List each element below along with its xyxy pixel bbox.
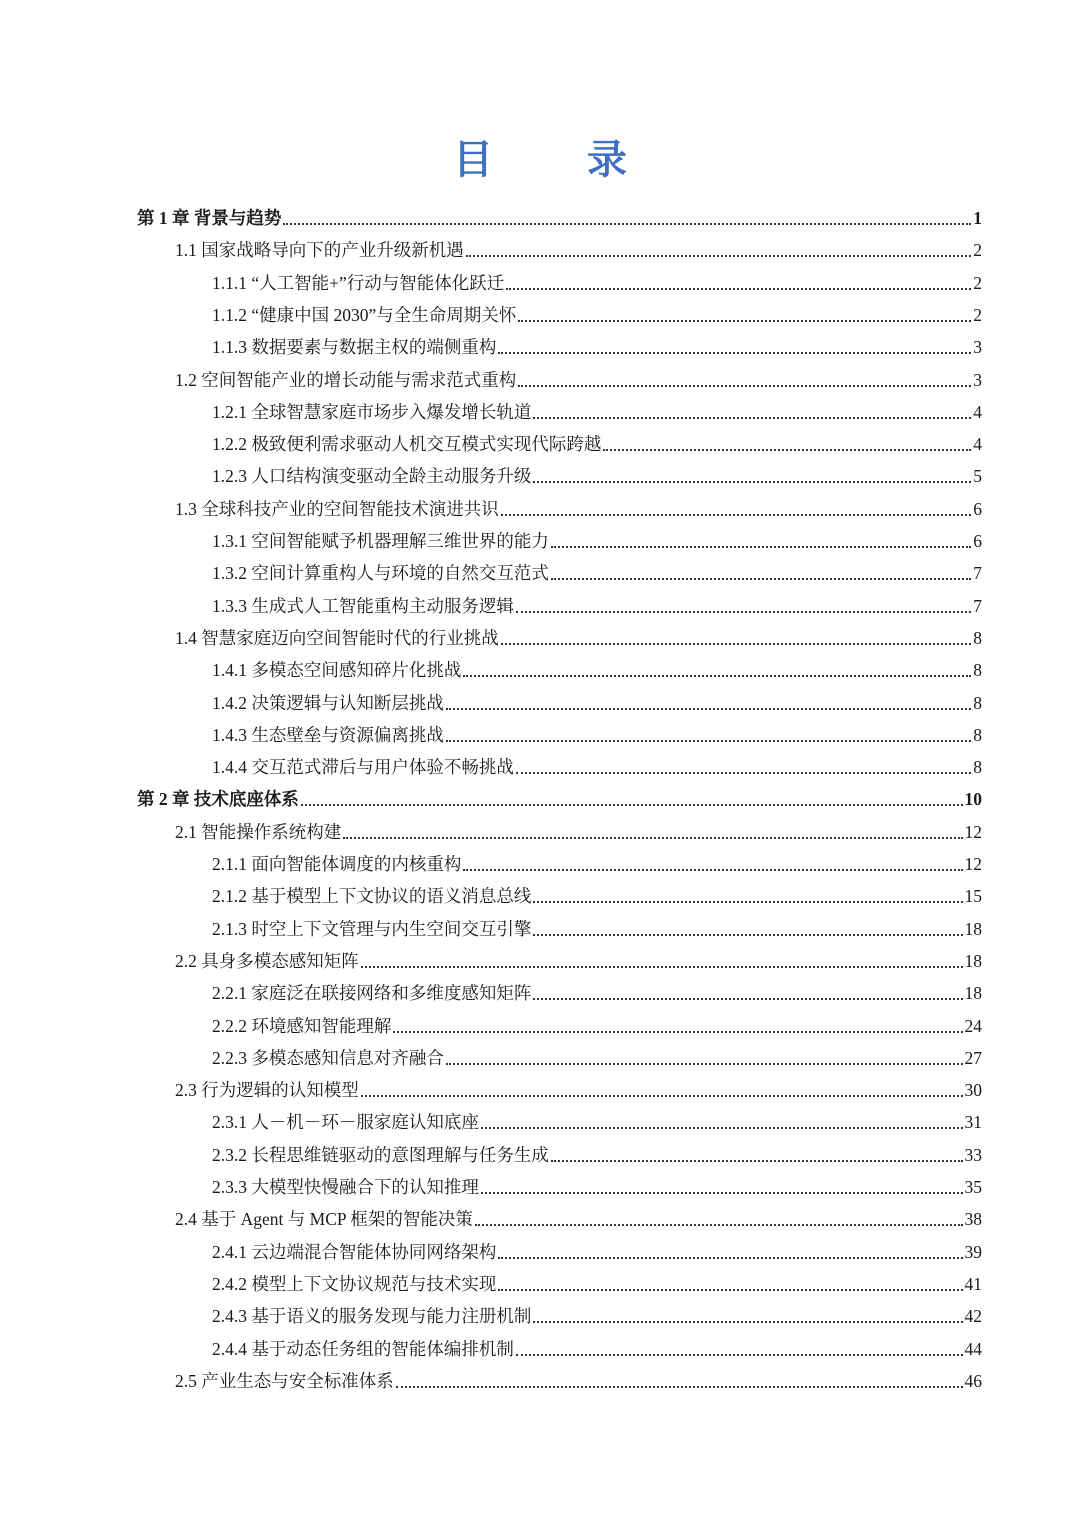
toc-entry-label: 1.4 智慧家庭迈向空间智能时代的行业挑战 <box>175 627 499 648</box>
toc-dot-leader <box>516 611 971 613</box>
toc-entry-label: 2.3 行为逻辑的认知模型 <box>175 1080 359 1101</box>
toc-page-number: 6 <box>973 531 982 551</box>
toc-page-number: 35 <box>964 1177 982 1197</box>
toc-dot-leader <box>551 578 971 580</box>
toc-page-number: 1 <box>973 208 982 228</box>
toc-subsection-entry[interactable] <box>212 654 982 686</box>
toc-entry-label: 第 2 章 技术底座体系 <box>137 789 299 810</box>
toc-dot-leader <box>463 869 962 871</box>
toc-subsection-entry[interactable] <box>212 1010 982 1042</box>
toc-dot-leader <box>396 1386 963 1388</box>
toc-subsection-entry[interactable] <box>212 331 982 363</box>
toc-chapter-entry[interactable] <box>137 783 982 815</box>
toc-page-number: 8 <box>973 724 982 745</box>
toc-entry-label: 第 1 章 背景与趋势 <box>137 208 282 228</box>
toc-entry-label: 1.4.1 多模态空间感知碎片化挑战 <box>212 660 462 681</box>
page-title: 目 录 <box>453 137 667 183</box>
toc-subsection-entry[interactable] <box>212 1300 982 1332</box>
toc-page-number: 10 <box>964 789 982 810</box>
toc-entry-label: 2.4.1 云边端混合智能体协同网络架构 <box>212 1241 497 1262</box>
toc-dot-leader <box>481 1192 963 1194</box>
toc-subsection-entry[interactable] <box>212 299 982 331</box>
toc-dot-leader <box>501 643 972 645</box>
toc-subsection-entry[interactable] <box>212 557 982 589</box>
toc-dot-leader <box>361 1095 963 1097</box>
toc-page-number: 3 <box>973 337 982 358</box>
toc-subsection-entry[interactable] <box>212 848 982 880</box>
toc-entry-label: 1.3.2 空间计算重构人与环境的自然交互范式 <box>212 563 549 584</box>
toc-dot-leader <box>343 837 962 839</box>
toc-entry-label: 2.2.3 多模态感知信息对齐融合 <box>212 1047 444 1068</box>
toc-page-number: 27 <box>964 1047 982 1068</box>
toc-entry-label: 2.3.3 大模型快慢融合下的认知推理 <box>212 1177 479 1197</box>
toc-entry-label: 1.1 国家战略导向下的产业升级新机遇 <box>175 240 464 261</box>
toc-subsection-entry[interactable] <box>212 460 982 492</box>
toc-page-number: 5 <box>973 466 982 487</box>
toc-entry-label: 1.1.3 数据要素与数据主权的端侧重构 <box>212 337 497 358</box>
toc-dot-leader <box>516 1354 963 1356</box>
toc-entry-label: 1.1.2 “健康中国 2030”与全生命周期关怀 <box>212 304 517 325</box>
toc-page-number: 38 <box>964 1209 982 1230</box>
toc-entry-label: 2.1 智能操作系统构建 <box>175 821 342 842</box>
toc-subsection-entry[interactable] <box>212 1171 982 1203</box>
toc-page-number: 44 <box>964 1338 982 1359</box>
toc-entry-label: 2.2.2 环境感知智能理解 <box>212 1015 392 1036</box>
toc-page-number: 2 <box>973 304 982 325</box>
toc-dot-leader <box>498 1289 962 1291</box>
toc-page-number: 2 <box>973 240 982 261</box>
toc-entry-label: 2.4.2 模型上下文协议规范与技术实现 <box>212 1273 497 1294</box>
toc-page-number: 8 <box>973 757 982 778</box>
toc-section-entry[interactable] <box>175 493 982 525</box>
toc-page-number: 31 <box>964 1112 982 1133</box>
toc-dot-leader <box>446 740 971 742</box>
toc-subsection-entry[interactable] <box>212 525 982 557</box>
toc-subsection-entry[interactable] <box>212 1042 982 1074</box>
toc-page-number: 8 <box>973 660 982 681</box>
toc-page-number: 30 <box>964 1080 982 1101</box>
toc-entry-label: 2.1.2 基于模型上下文协议的语义消息总线 <box>212 886 532 907</box>
toc-dot-leader <box>475 1224 963 1226</box>
toc-dot-leader <box>283 223 971 225</box>
toc-subsection-entry[interactable] <box>212 1268 982 1300</box>
toc-entry-label: 1.4.4 交互范式滞后与用户体验不畅挑战 <box>212 757 514 778</box>
toc-subsection-entry[interactable] <box>212 267 982 299</box>
toc-dot-leader <box>361 966 963 968</box>
toc-page-number: 15 <box>964 886 982 907</box>
toc-entry-label: 1.3.1 空间智能赋予机器理解三维世界的能力 <box>212 531 549 551</box>
toc-entry-label: 1.4.2 决策逻辑与认知断层挑战 <box>212 692 444 713</box>
toc-subsection-entry[interactable] <box>212 1333 982 1365</box>
toc-dot-leader <box>533 998 962 1000</box>
toc-dot-leader <box>551 546 971 548</box>
toc-dot-leader <box>301 804 963 806</box>
toc-page-number: 18 <box>964 983 982 1004</box>
toc-page-number: 4 <box>973 401 982 422</box>
toc-entry-label: 2.1.1 面向智能体调度的内核重构 <box>212 854 462 874</box>
toc-entry-label: 1.2 空间智能产业的增长动能与需求范式重构 <box>175 369 517 390</box>
toc-section-entry[interactable] <box>175 234 982 266</box>
toc-dot-leader <box>501 514 972 516</box>
toc-entry-label: 1.3.3 生成式人工智能重构主动服务逻辑 <box>212 595 514 616</box>
toc-dot-leader <box>393 1031 962 1033</box>
toc-page-number: 42 <box>964 1306 982 1327</box>
toc-page-number: 24 <box>964 1015 982 1036</box>
toc-dot-leader <box>533 481 971 483</box>
toc-dot-leader <box>533 417 971 419</box>
toc-section-entry[interactable] <box>175 1074 982 1106</box>
toc-subsection-entry[interactable] <box>212 880 982 912</box>
toc-section-entry[interactable] <box>175 945 982 977</box>
toc-section-entry[interactable] <box>175 364 982 396</box>
toc-subsection-entry[interactable] <box>212 428 982 460</box>
toc-page-number: 7 <box>973 595 982 616</box>
toc-chapter-entry[interactable] <box>137 202 982 234</box>
toc-subsection-entry[interactable] <box>212 751 982 783</box>
toc-page-number: 12 <box>964 821 982 842</box>
toc-dot-leader <box>516 772 971 774</box>
toc-dot-leader <box>533 934 962 936</box>
toc-subsection-entry[interactable] <box>212 1106 982 1138</box>
toc-section-entry[interactable] <box>175 622 982 654</box>
toc-entry-label: 2.2 具身多模态感知矩阵 <box>175 950 359 971</box>
toc-subsection-entry[interactable] <box>212 719 982 751</box>
toc-dot-leader <box>481 1127 963 1129</box>
toc-section-entry[interactable] <box>175 1203 982 1235</box>
toc-page-number: 2 <box>973 272 982 293</box>
toc-dot-leader <box>506 288 971 290</box>
toc-entry-label: 1.2.1 全球智慧家庭市场步入爆发增长轨道 <box>212 401 532 422</box>
toc-dot-leader <box>518 320 971 322</box>
toc-dot-leader <box>551 1160 963 1162</box>
toc-page-number: 12 <box>964 854 982 874</box>
toc-page-number: 39 <box>964 1241 982 1262</box>
toc-page-number: 18 <box>964 950 982 971</box>
toc-entry-label: 1.1.1 “人工智能+”行动与智能体化跃迁 <box>212 272 505 293</box>
toc-dot-leader <box>446 708 971 710</box>
toc-dot-leader <box>533 1321 962 1323</box>
toc-dot-leader <box>446 1063 963 1065</box>
toc-page-number: 46 <box>964 1370 982 1391</box>
toc-entry-label: 2.2.1 家庭泛在联接网络和多维度感知矩阵 <box>212 983 532 1004</box>
toc-entry-label: 1.4.3 生态壁垒与资源偏离挑战 <box>212 724 444 745</box>
toc-page-number: 3 <box>973 369 982 390</box>
toc-section-entry[interactable] <box>175 816 982 848</box>
toc-dot-leader <box>498 1257 962 1259</box>
toc-entry-label: 1.3 全球科技产业的空间智能技术演进共识 <box>175 498 499 519</box>
toc-subsection-entry[interactable] <box>212 977 982 1009</box>
toc-dot-leader <box>518 385 971 387</box>
toc-entry-label: 2.1.3 时空上下文管理与内生空间交互引擎 <box>212 918 532 939</box>
toc-page-number: 18 <box>964 918 982 939</box>
toc-dot-leader <box>498 352 971 354</box>
toc-dot-leader <box>466 255 972 257</box>
toc-subsection-entry[interactable] <box>212 1139 982 1171</box>
toc-entry-label: 2.4.3 基于语义的服务发现与能力注册机制 <box>212 1306 532 1327</box>
toc-entry-label: 2.5 产业生态与安全标准体系 <box>175 1370 394 1391</box>
toc-subsection-entry[interactable] <box>212 687 982 719</box>
toc-subsection-entry[interactable] <box>212 590 982 622</box>
toc-entry-label: 2.4.4 基于动态任务组的智能体编排机制 <box>212 1338 514 1359</box>
toc-entry-label: 2.3.2 长程思维链驱动的意图理解与任务生成 <box>212 1144 549 1165</box>
toc-page-number: 8 <box>973 692 982 713</box>
toc-subsection-entry[interactable] <box>212 1236 982 1268</box>
toc-dot-leader <box>463 675 971 677</box>
toc-entry-label: 2.4 基于 Agent 与 MCP 框架的智能决策 <box>175 1209 473 1230</box>
toc-entry-label: 2.3.1 人－机－环－服家庭认知底座 <box>212 1112 479 1133</box>
toc-subsection-entry[interactable] <box>212 396 982 428</box>
toc-subsection-entry[interactable] <box>212 913 982 945</box>
toc-dot-leader <box>533 901 962 903</box>
toc-entry-label: 1.2.2 极致便利需求驱动人机交互模式实现代际跨越 <box>212 434 602 455</box>
toc-page-number: 4 <box>973 434 982 455</box>
toc-page-number: 6 <box>973 498 982 519</box>
toc-entry-label: 1.2.3 人口结构演变驱动全龄主动服务升级 <box>212 466 532 487</box>
toc-page-number: 8 <box>973 627 982 648</box>
toc-section-entry[interactable] <box>175 1365 982 1397</box>
toc-page-number: 41 <box>964 1273 982 1294</box>
toc-page-number: 33 <box>964 1144 982 1165</box>
toc-page-number: 7 <box>973 563 982 584</box>
toc-dot-leader <box>603 449 971 451</box>
